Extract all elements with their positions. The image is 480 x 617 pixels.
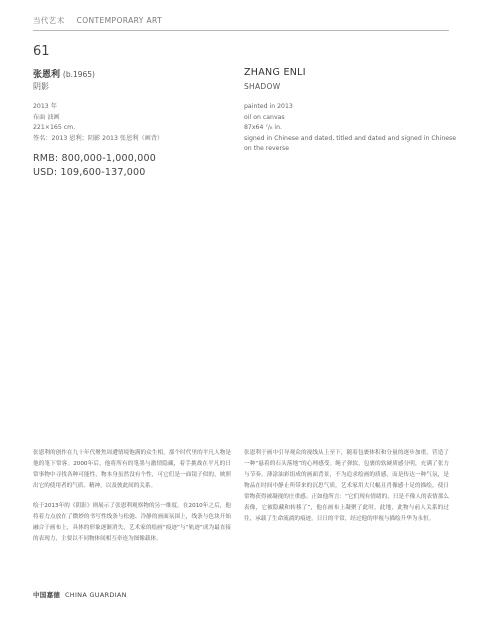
- details-en-medium: oil on canvas: [244, 113, 285, 121]
- artwork-title-en: SHADOW: [244, 82, 281, 91]
- details-en-size: 87x64 ⁷/₈ in.: [244, 124, 282, 131]
- artist-name-en: ZHANG ENLI: [244, 67, 306, 78]
- footer-brand-en: CHINA GUARDIAN: [64, 591, 127, 599]
- artist-name-cn: 张恩利: [33, 70, 61, 80]
- section-title-cn: 当代艺术: [33, 16, 65, 25]
- page-footer: [33, 590, 127, 599]
- footer-brand-cn: 中国嘉德: [33, 591, 61, 599]
- estimate: [33, 152, 228, 180]
- essay-right-column: [244, 448, 449, 525]
- details-cn-medium: 布面 油画: [33, 113, 60, 121]
- essay-paragraph: 绘于2013年的《阴影》则展示了张恩利观察物的另一维度。在2010年之后，他将着力点放在了微妙的书写性线条与松弛、冷静的画面氛围上，线条与色块开始融合于画布上，具体的形象逐渐消失，艺术家的绘画“痕迹”与“轨迹”成为最直接的表现力，主要以不同物体间相互牵连为图像载体。: [33, 503, 231, 542]
- artist-cn: [33, 67, 228, 80]
- essay-left-column: [33, 448, 231, 545]
- artwork-title-cn: 阴影: [33, 82, 49, 91]
- essay-paragraph: 张恩利于画中引导观众的视线从上至下，随着包裹体积和分量的逐步加重，营造了一种“悬着的石头落地”的心理感受。绳子弹软，包裹的软硬质感分明，充满了张力与节奏。薄涂油彩组成的画面背景，不为追求绘画的质感，而是传达一种气氛，是物品在时间中静止所带来的沉思气质。艺术家用大尺幅且肖像感十足的描绘，使日常物获得被凝视的庄重感。正如他所言：“它们现有情绪的，只是不像人的表情那么表像，它被隐藏和转移了”，他在画布上凝聚了此时，此地，此物与前人关系的过往，承载了生命流淌的痕迹，日日的平常，经过他的审视与描绘升华为永恒。: [244, 450, 449, 522]
- lot-number: 61: [33, 44, 50, 59]
- section-title-en: CONTEMPORARY ART: [76, 16, 163, 25]
- header-divider: [33, 30, 449, 31]
- artist-dates: (b.1965): [62, 70, 95, 79]
- estimate-rmb: RMB: 800,000-1,000,000: [33, 153, 156, 164]
- details-en: [244, 102, 459, 155]
- details-cn: [33, 102, 228, 144]
- estimate-usd: USD: 109,600-137,000: [33, 167, 146, 178]
- details-en-signed: signed in Chinese and dated, titled and dated and signed in Chinese on the reverse: [244, 134, 457, 152]
- essay-paragraph: 张恩利的创作在九十年代聚焦周遭情境饱满的众生相，那个时代里的平凡人物是他的笔下常客。2000年后，他将所有的笔墨与激情隐藏，着手挑战在平凡的日常事物中寻找各种可能性，物本身虽然没有个性，可它们是一面镜子似的，映照出它的使用者的气质、精神，以及彼此间的关系。: [33, 450, 231, 489]
- details-cn-size: 221×165 cm.: [33, 124, 76, 131]
- details-cn-year: 2013 年: [33, 103, 57, 110]
- details-cn-signature: 签名：2013 恩利；阴影 2013 张恩利（画背）: [33, 134, 164, 142]
- details-en-painted: painted in 2013: [244, 103, 293, 110]
- page-header: [33, 15, 162, 26]
